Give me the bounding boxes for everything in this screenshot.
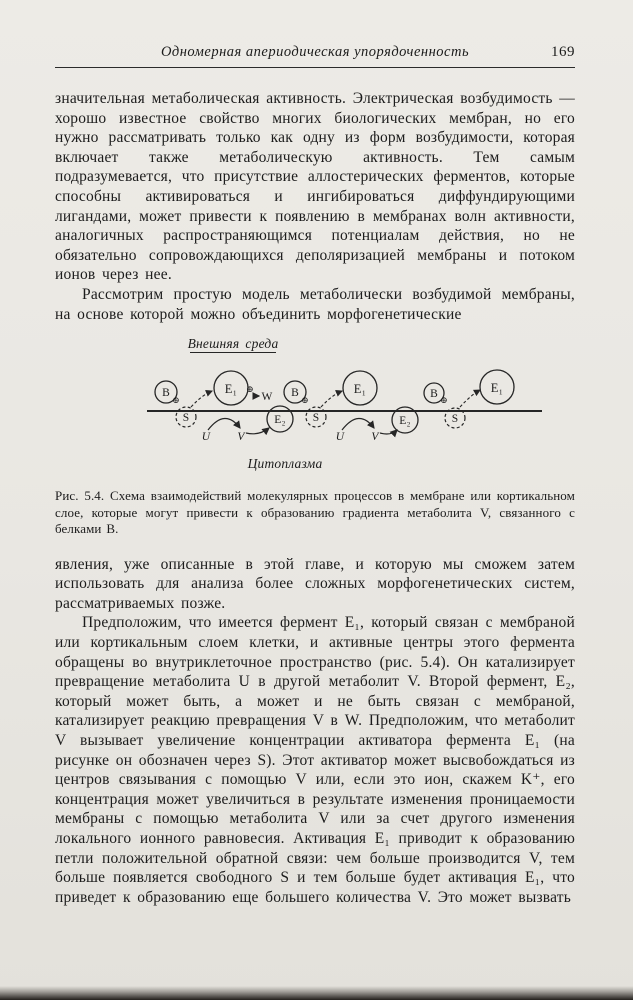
u-to-v-arrow: [342, 419, 374, 431]
activator-s-label: S: [182, 412, 190, 425]
protein-b-label: B: [430, 388, 438, 401]
activation-plus-icon: ⊕: [440, 396, 448, 407]
protein-b-label: B: [291, 387, 299, 400]
scan-edge-shadow: [0, 986, 633, 1000]
metabolite-u-label: U: [201, 431, 211, 444]
paragraph-2: Рассмотрим простую модель метаболически возбудимой мембраны, на основе которой можно объединить морфогенетические: [55, 285, 575, 323]
running-title: Одномерная апериодическая упорядоченность: [160, 44, 470, 60]
figure-caption: Рис. 5.4. Схема взаимодействий молекулярных процессов в мембране или кортикальном слое, которые могут привести к образованию градиента метаболита V, связанного с белками В.: [55, 488, 575, 537]
metabolite-v-label: V: [371, 431, 379, 444]
figure-5-4: [55, 335, 575, 538]
activation-plus-icon: ⊕: [246, 385, 254, 396]
header-rule: [55, 67, 575, 68]
membrane-diagram: [145, 335, 545, 475]
protein-b-label: B: [162, 387, 170, 400]
enzyme-e2-label: E₂: [274, 414, 286, 427]
s-activates-e1-arrow: [191, 391, 212, 407]
metabolite-u-label: U: [335, 431, 345, 444]
metabolite-v-label: V: [237, 431, 245, 444]
page-header: [55, 44, 575, 63]
enzyme-e1-label: E₁: [224, 382, 238, 397]
cytoplasm-label: Цитоплазма: [247, 456, 323, 472]
activation-plus-icon: ⊕: [301, 396, 309, 407]
paragraph-1: значительная метаболическая активность. Электрическая возбудимость — хорошо известное свойство многих биологических мембран, но его нужно рассматривать только как одну из форм возбудимости, которая включает также метаболическую активность. Тем самым подразумевается, что присутствие аллостерических ферментов, которые способны активироваться и ингибироваться диффундирующими лигандами, может привести к появлению в мембранах волн активности, аналогичных распространяющимся потенциалам действия, но не обязательно сопровождающихся деполяризацией мембраны и потоком ионов через нее.: [55, 90, 575, 284]
enzyme-e2-label: E₂: [399, 415, 411, 428]
activator-s-label: S: [451, 413, 459, 426]
enzyme-e1-label: E₁: [490, 381, 504, 396]
metabolite-w-label: W: [261, 391, 273, 404]
paragraph-4: Предположим, что имеется фермент E₁, который связан с мембраной или кортикальным слоем клетки, и активные центры этого фермента обращены во внутриклеточное пространство (рис. 5.4). Он катализирует превращение метаболита U в другой метаболит V. Второй фермент, E₂, который может быть, а может и не быть связан с мембраной, катализирует реакцию превращения V в W. Предположим, что метаболит V вызывает увеличение концентрации активатора фермента E₁ (на рисунке он обозначен через S). Этот активатор может высвобождаться из центров связывания с помощью V или, если это ион, скажем K⁺, его концентрация может увеличиться в результате изменения проницаемости мембраны с помощью метаболита V или за счет другого изменения локального ионного равновесия. Активация E₁ приводит к образованию петли положительной обратной связи: чем больше производится V, тем больше появляется свободного S и тем больше будет активация E₁, что приведет к образованию еще большего количества V. Это может вызвать: [55, 614, 575, 906]
s-activates-e1-arrow: [460, 390, 480, 407]
paragraph-3: явления, уже описанные в этой главе, и которую мы сможем затем использовать для анализа более сложных морфогенетических систем, рассматриваемых позже.: [55, 555, 575, 612]
enzyme-e1-label: E₁: [353, 382, 367, 397]
v-to-e2-arrow: [380, 430, 397, 434]
v-to-e2-arrow: [246, 428, 269, 434]
u-to-v-arrow: [208, 419, 240, 431]
activator-s-label: S: [312, 412, 320, 425]
activation-plus-icon: ⊕: [172, 396, 180, 407]
s-activates-e1-arrow: [321, 391, 342, 407]
environment-label: Внешняя среда: [187, 336, 279, 352]
page-number: 169: [551, 44, 575, 60]
page-body: [55, 89, 575, 907]
